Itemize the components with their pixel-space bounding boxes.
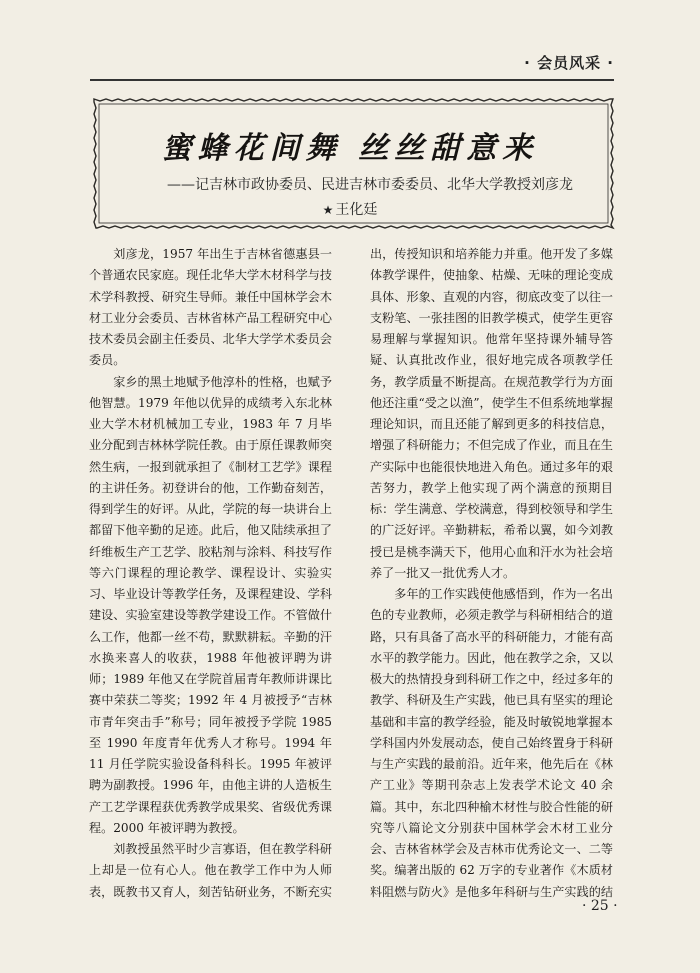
page-number: · 25 ·	[582, 898, 618, 914]
paragraph: 家乡的黑土地赋予他淳朴的性格，也赋予他智慧。1979 年他以优异的成绩考入东北林业大学木材机械加工专业，1983 年 7 月毕业分配到吉林林学院任教。由于原任课教师突然生病，一报到就承担了《制材工艺学》课程的主讲任务。初登讲台的他，工作勤奋刻苦，得到学生的好评。从此，学院的每一块讲台上都留下他辛勤的足迹。此后，他又陆续承担了纤维板生产工艺学、胶粘剂与涂料、科技写作等六门课程的理论教学、课程设计、实验实习、毕业设计等教学任务，及课程建设、学科建设、实验室建设等教学建设工作。不管做什么工作，他都一丝不苟，默默耕耘。辛勤的汗水换来喜人的收获，1988 年他被评聘为讲师；1989 年他又在学院首届青年教师讲课比赛中荣获二等奖；1992 年 4 月被授予“吉林市青年突击手”称号；同年被授予学院 1985 至 1990 年度青年优秀人才称号。1994 年 11 月任学院实验设备科科长。1995 年被评聘为副教授。1996 年，由他主讲的人造板生产工艺学课程获优秀教学成果奖、省级优秀课程。2000 年被评聘为教授。	[89, 374, 332, 835]
section-tag: · 会员风采 ·	[524, 54, 614, 72]
star-icon: ★	[322, 203, 334, 217]
paragraph: 多年的工作实践使他感悟到，作为一名出色的专业教师，必须走教学与科研相结合的道路，只有具备了高水平的科研能力，才能有高水平的教学能力。因此，他在教学之余，又以极大的热情投身到科研工作之中，经过多年的教学、科研及生产实践，他已具有坚实的理论基础和丰富的教学经验，能及时敏锐地掌握本学科国内外发展动态，使自己始终置身于科研与生产实践的最前沿。近年来，他先后在《林产工业》等期刊杂志上发表学术论文 40 余篇。其中，东北四种榆木材性与胶合性能的研究等八篇论文分别获中国林学会木材工业分会、吉林省林学会及吉林市优秀论文一、二等奖。编著出版的 62 万字的专业著作《木质材料阻燃与防火》是他多年科研与生产实践的结	[370, 587, 613, 899]
left-text-column	[89, 244, 332, 899]
paragraph: 刘彦龙，1957 年出生于吉林省德惠县一个普通农民家庭。现任北华大学木材科学与技术学科教授、研究生导师。兼任中国林学会木材工业分会委员、吉林省林产品工程研究中心技术委员会副主任委员、北华大学学术委员会委员。	[89, 247, 332, 368]
paragraph: 刘教授虽然平时少言寡语，但在教学科研上却是一位有心人。他在教学工作中为人师表，既教书又育人，刻苦钻研业务，不断充实	[89, 842, 332, 899]
author-name: 王化廷	[335, 202, 378, 218]
paragraph: 出，传授知识和培养能力并重。他开发了多媒体教学课件，使抽象、枯燥、无味的理论变成具体、形象、直观的内容，彻底改变了以往一支粉笔、一张挂图的旧教学模式，使学生更容易理解与掌握知识。他常年坚持课外辅导答疑、认真批改作业，很好地完成各项教学任务，教学质量不断提高。在规范教学行为方面他还注重“受之以渔”，使学生不但系统地掌握理论知识，而且还能了解到更多的科技信息，增强了科研能力；不但完成了作业，而且在生产实际中也能很快地进入角色。通过多年的艰苦努力，教学上他实现了两个满意的预期目标：学生满意、学校满意，得到校领导和学生的广泛好评。辛勤耕耘，希希以翼，如今刘教授已是桃李满天下，他用心血和汗水为社会培养了一批又一批优秀人才。	[370, 247, 613, 580]
article-subtitle: ——记吉林市政协委员、民进吉林市委委员、北华大学教授刘彦龙	[167, 177, 573, 193]
article-author	[0, 199, 700, 219]
header-rule	[90, 79, 614, 81]
right-text-column	[370, 244, 613, 899]
article-title: 蜜蜂花间舞 丝丝甜意来	[161, 131, 539, 166]
